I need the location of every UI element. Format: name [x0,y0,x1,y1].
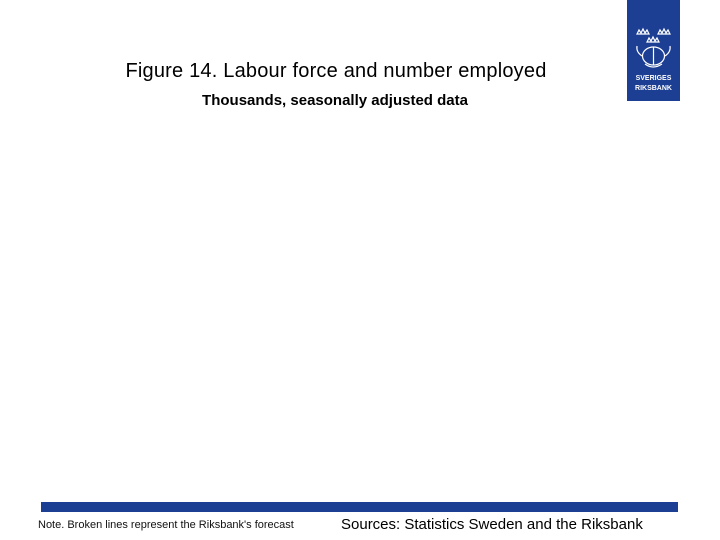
sources-text: Sources: Statistics Sweden and the Riksbank [341,516,643,533]
logo-line2: RIKSBANK [635,85,672,92]
chart-plot-area [40,120,680,500]
footer-bar [41,502,678,512]
chart-title: Figure 14. Labour force and number employed [125,60,547,82]
footnote: Note. Broken lines represent the Riksbank's forecast [38,519,294,531]
chart-subtitle: Thousands, seasonally adjusted data [202,92,468,109]
riksbank-logo [627,0,680,101]
chart-svg [40,120,680,500]
logo-line1: SVERIGES [635,75,672,82]
riksbank-crest-icon [627,0,680,101]
